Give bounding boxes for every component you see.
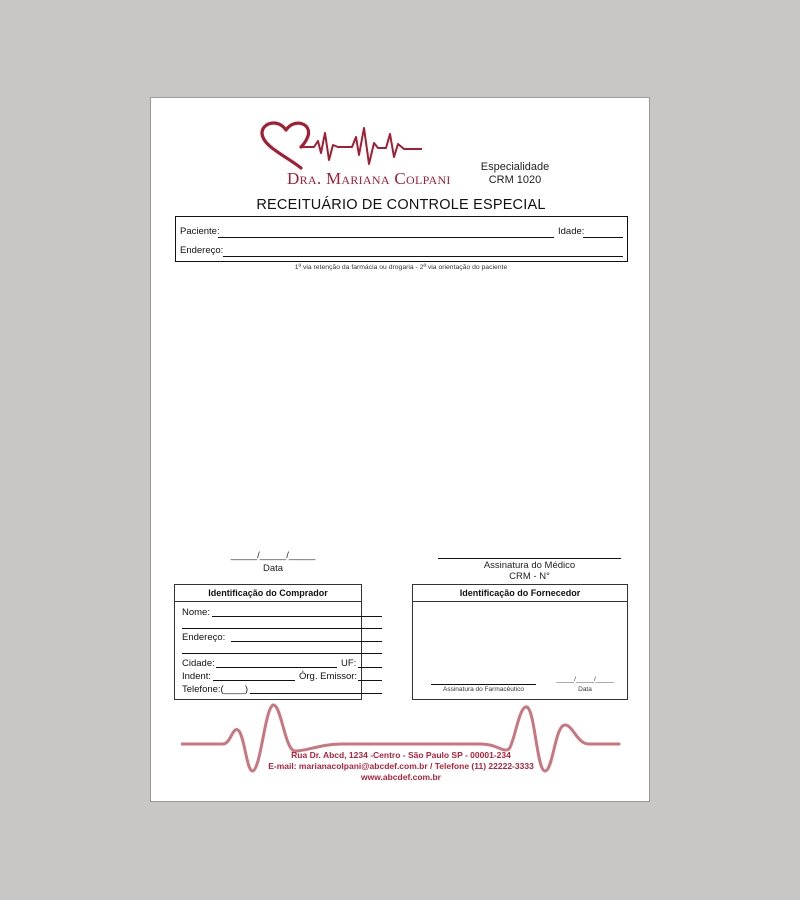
supplier-date-label: Data [578,686,592,693]
heart-heartbeat-icon [256,120,426,170]
footer-website: www.abcdef.com.br [361,772,441,782]
footer-address: Rua Dr. Abcd, 1234 -Centro - São Paulo SP - 00001-234 [291,750,511,760]
pharmacist-signature-label: Assinatura do Farmacêutico [443,686,524,693]
doctor-name: Dra. Mariana Colpani [287,169,451,188]
doctor-signature-label: Assinatura do Médico [483,560,576,571]
supplier-date-slashes: _____/_____/_____ [556,676,614,683]
date-slashes: _____/_____/_____ [230,550,316,561]
supplier-box-title: Identificação do Fornecedor [413,585,627,602]
buyer-address-label: Endereço: [182,632,226,643]
age-label: Idade: [558,226,585,237]
buyer-name-label: Nome: [182,607,210,618]
buyer-name-field[interactable] [212,616,382,617]
specialty-label: Especialidade [480,161,550,173]
buyer-phone-field[interactable] [250,693,382,694]
patient-label: Paciente: [180,226,220,237]
supplier-identification-box [412,584,628,700]
crm-number: CRM 1020 [488,174,542,186]
buyer-name-field-2[interactable] [182,628,382,629]
buyer-city-field[interactable] [216,667,337,668]
doctor-signature-line[interactable] [438,558,621,559]
buyer-id-field[interactable] [213,680,295,681]
buyer-address-field-2[interactable] [182,653,382,654]
buyer-uf-label: UF: [341,658,357,669]
patient-info-box [175,216,628,262]
date-label: Data [262,563,284,574]
footer-contact: E-mail: marianacolpani@abcdef.com.br / Telefone (11) 22222-3333 [268,761,534,771]
specialty-block [467,161,563,187]
address-field[interactable] [223,256,623,257]
form-title: RECEITUÁRIO DE CONTROLE ESPECIAL [256,197,546,213]
buyer-address-field[interactable] [231,641,382,642]
age-field[interactable] [583,237,623,238]
buyer-issuer-label: Órg. Emissor: [299,671,358,682]
buyer-identification-box [174,584,362,700]
buyer-id-label: Indent: [182,671,212,682]
patient-name-field[interactable] [218,237,554,238]
buyer-box-title: Identificação do Comprador [175,585,361,602]
buyer-phone-label: Telefone:(____) [182,684,249,695]
copies-note: 1ª via retenção da farmácia ou drogaria - 2ª via orientação do paciente [294,264,508,271]
buyer-uf-field[interactable] [358,667,382,668]
crm-label: CRM - N° [509,571,550,582]
address-label: Endereço: [180,245,224,256]
buyer-issuer-field[interactable] [358,680,382,681]
buyer-city-label: Cidade: [182,658,215,669]
prescription-form [150,97,650,802]
pharmacist-signature-line[interactable] [431,684,536,685]
